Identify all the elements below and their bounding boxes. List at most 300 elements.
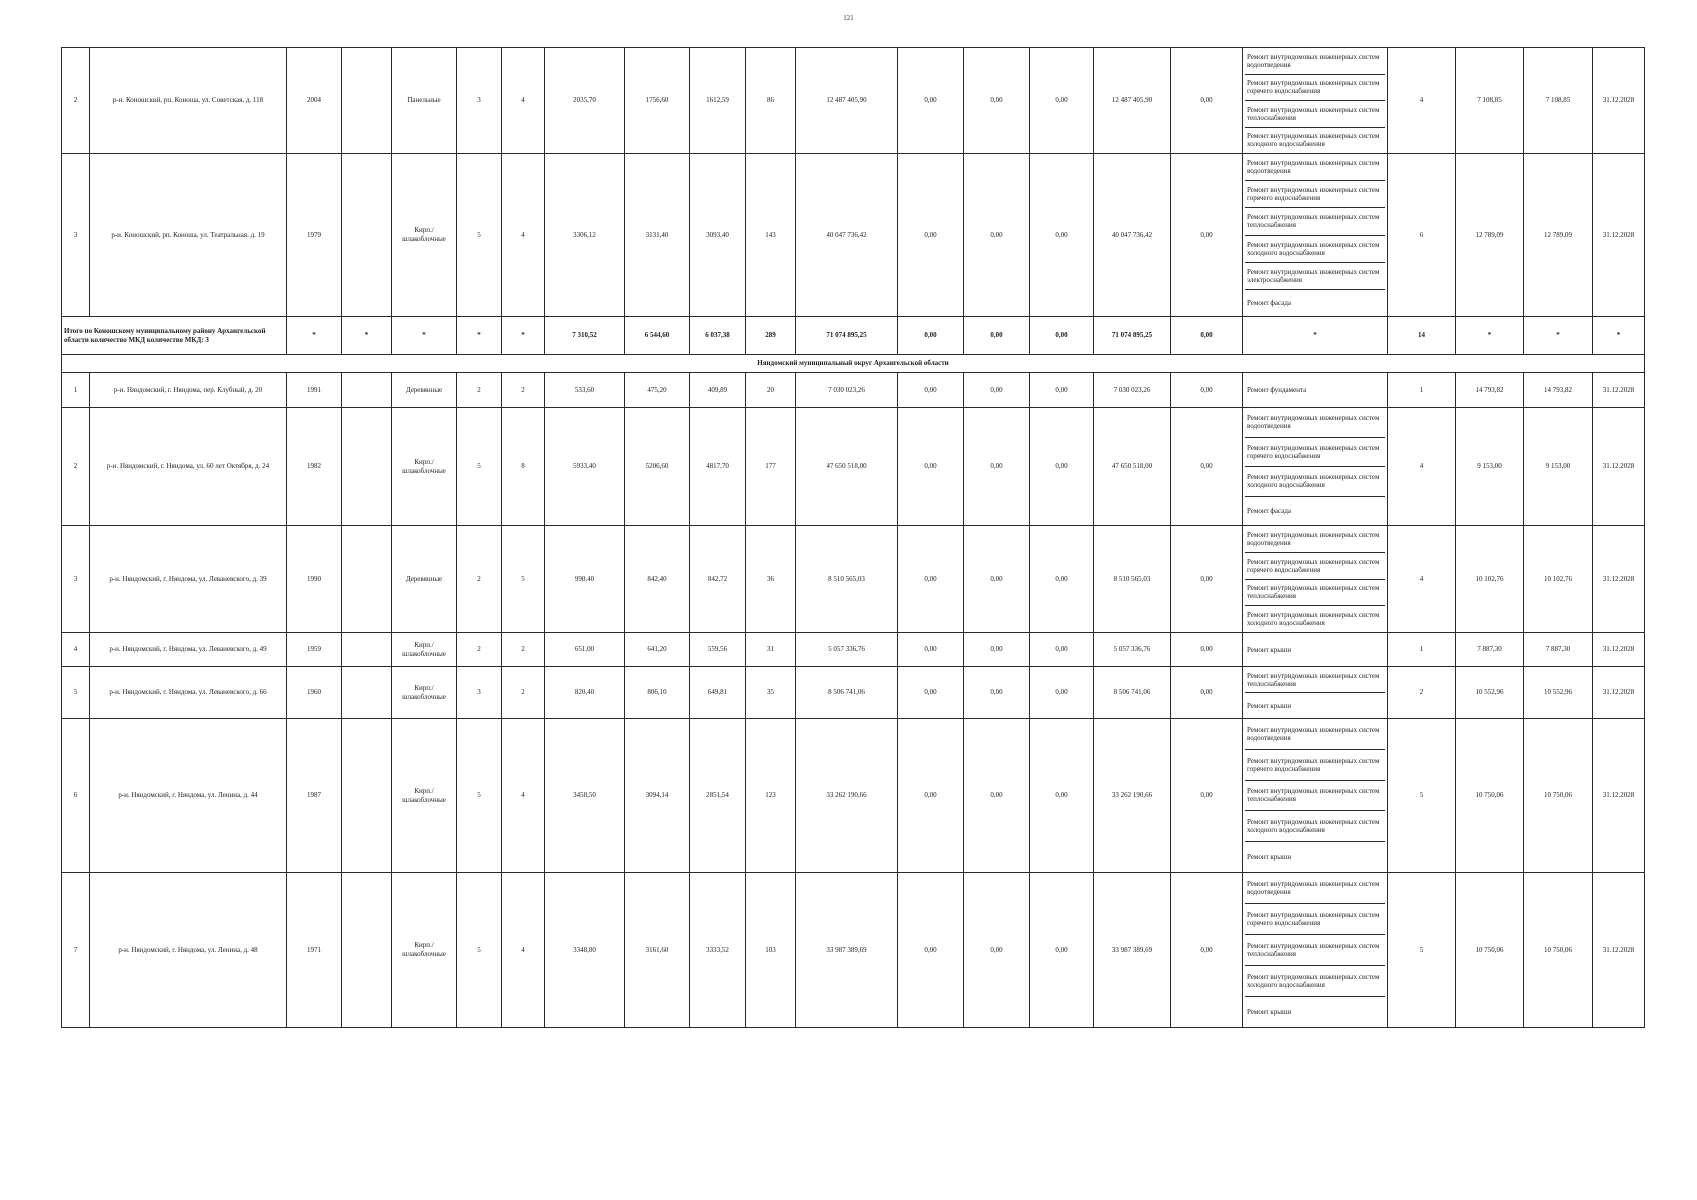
blank-cell <box>342 667 392 719</box>
fund-municipal: 0,00 <box>1030 873 1094 1028</box>
wall-material: Кирп./шлакоблочные <box>392 154 457 317</box>
works-list <box>1243 633 1388 667</box>
section-heading-row <box>62 355 1645 373</box>
area-total: 990,40 <box>545 526 625 633</box>
year-built: 1990 <box>287 526 342 633</box>
area-living: 649,81 <box>690 667 746 719</box>
unit-cost: 12 789,09 <box>1456 154 1524 317</box>
cost-total: 33 262 190,66 <box>796 719 898 873</box>
residents-count: 20 <box>746 373 796 408</box>
residents-count: 123 <box>746 719 796 873</box>
limit-cost: 10 102,76 <box>1524 526 1593 633</box>
blank-cell <box>342 154 392 317</box>
address-cell: р-н. Няндомский, г. Няндома, ул. Ленина, д. 48 <box>90 873 287 1028</box>
fund-regional: 0,00 <box>964 408 1030 526</box>
fund-owners: 7 030 023,26 <box>1094 373 1171 408</box>
work-type-item <box>1245 181 1385 208</box>
area-total: 3348,00 <box>545 873 625 1028</box>
area-premises: 3131,40 <box>625 154 690 317</box>
fund-other: 0,00 <box>1171 873 1243 1028</box>
fund-other: 0,00 <box>1171 667 1243 719</box>
cost-total: 7 030 023,26 <box>796 373 898 408</box>
work-type-item <box>1245 75 1385 102</box>
total-star: * <box>457 317 502 355</box>
address-cell: р-н. Няндомский, г. Няндома, ул. Леваневского, д. 66 <box>90 667 287 719</box>
entrances-count: 2 <box>502 373 545 408</box>
area-total: 533,60 <box>545 373 625 408</box>
area-living: 409,89 <box>690 373 746 408</box>
total-star: * <box>1593 317 1645 355</box>
entrances-count: 4 <box>502 873 545 1028</box>
entrances-count: 4 <box>502 719 545 873</box>
year-built: 1982 <box>287 408 342 526</box>
area-living: 3093,40 <box>690 154 746 317</box>
work-type-label: Ремонт внутридомовых инженерных систем холодного водоснабжения <box>1247 240 1380 257</box>
total-star: * <box>1456 317 1524 355</box>
fund-municipal: 0,00 <box>1030 526 1094 633</box>
fund-municipal: 0,00 <box>1030 633 1094 667</box>
work-type-item <box>1245 497 1385 526</box>
capital-repair-table <box>61 47 1645 1028</box>
work-type-item <box>1245 408 1385 438</box>
fund-owners: 8 506 741,06 <box>1094 667 1171 719</box>
unit-cost: 10 750,06 <box>1456 873 1524 1028</box>
fund-regional: 0,00 <box>964 526 1030 633</box>
work-type-label: Ремонт фасада <box>1247 506 1292 515</box>
works-count: 5 <box>1388 719 1456 873</box>
house-row <box>62 633 1645 667</box>
fund-federal: 0,00 <box>898 719 964 873</box>
fund-owners: 8 510 565,03 <box>1094 526 1171 633</box>
works-list-stack <box>1245 408 1385 525</box>
fund-owners: 12 487 405,90 <box>1094 48 1171 154</box>
works-list <box>1243 873 1388 1028</box>
work-type-label: Ремонт внутридомовых инженерных систем горячего водоснабжения <box>1247 79 1380 96</box>
fund-regional: 0,00 <box>964 873 1030 1028</box>
house-row <box>62 154 1645 317</box>
blank-cell <box>342 408 392 526</box>
work-type-label: Ремонт внутридомовых инженерных систем холодного водоснабжения <box>1247 818 1380 835</box>
row-number: 4 <box>62 633 90 667</box>
year-built: 1959 <box>287 633 342 667</box>
limit-cost: 10 750,06 <box>1524 719 1593 873</box>
total-star: * <box>392 317 457 355</box>
fund-other: 0,00 <box>1171 633 1243 667</box>
fund-regional: 0,00 <box>964 48 1030 154</box>
floors-count: 2 <box>457 633 502 667</box>
total-area-living: 6 037,38 <box>690 317 746 355</box>
area-premises: 641,20 <box>625 633 690 667</box>
work-type-label: Ремонт внутридомовых инженерных систем теплоснабжения <box>1247 942 1380 958</box>
work-type-label: Ремонт внутридомовых инженерных систем горячего водоснабжения <box>1247 911 1380 927</box>
works-list <box>1243 154 1388 317</box>
area-living: 2851,54 <box>690 719 746 873</box>
deadline-date: 31.12.2028 <box>1593 633 1645 667</box>
work-type-label: Ремонт внутридомовых инженерных систем горячего водоснабжения <box>1247 557 1380 574</box>
works-list <box>1243 408 1388 526</box>
deadline-date: 31.12.2028 <box>1593 48 1645 154</box>
floors-count: 2 <box>457 373 502 408</box>
work-type-item <box>1245 842 1385 872</box>
work-type-label: Ремонт внутридомовых инженерных систем водоотведения <box>1247 52 1380 69</box>
works-list-stack <box>1245 48 1385 153</box>
blank-cell <box>342 873 392 1028</box>
address-cell: р-н. Няндомский, г. Няндома, ул. Леваневского, д. 39 <box>90 526 287 633</box>
work-type-item <box>1245 154 1385 181</box>
floors-count: 5 <box>457 154 502 317</box>
work-type-label: Ремонт крыши <box>1247 853 1292 862</box>
blank-cell <box>342 719 392 873</box>
work-type-item <box>1245 580 1385 607</box>
deadline-date: 31.12.2028 <box>1593 667 1645 719</box>
work-type-item <box>1245 966 1385 997</box>
work-type-label: Ремонт внутридомовых инженерных систем теплоснабжения <box>1247 584 1380 601</box>
fund-municipal: 0,00 <box>1030 408 1094 526</box>
row-number: 3 <box>62 154 90 317</box>
fund-regional: 0,00 <box>964 154 1030 317</box>
entrances-count: 5 <box>502 526 545 633</box>
fund-regional: 0,00 <box>964 633 1030 667</box>
cost-total: 12 487 405,90 <box>796 48 898 154</box>
address-cell: р-н. Няндомский, г. Няндома, ул. Леваневского, д. 49 <box>90 633 287 667</box>
wall-material: Кирп./шлакоблочные <box>392 633 457 667</box>
row-number: 3 <box>62 526 90 633</box>
house-row <box>62 719 1645 873</box>
work-type-label: Ремонт внутридомовых инженерных систем холодного водоснабжения <box>1247 132 1380 149</box>
area-total: 651,00 <box>545 633 625 667</box>
unit-cost: 7 108,85 <box>1456 48 1524 154</box>
works-list <box>1243 48 1388 154</box>
works-count: 1 <box>1388 633 1456 667</box>
fund-municipal: 0,00 <box>1030 154 1094 317</box>
entrances-count: 2 <box>502 667 545 719</box>
works-list <box>1243 667 1388 719</box>
cost-total: 5 057 336,76 <box>796 633 898 667</box>
total-fund-other: 0,00 <box>1171 317 1243 355</box>
works-list-stack <box>1245 633 1385 666</box>
area-living: 4817,70 <box>690 408 746 526</box>
fund-municipal: 0,00 <box>1030 48 1094 154</box>
limit-cost: 7 108,85 <box>1524 48 1593 154</box>
limit-cost: 10 750,06 <box>1524 873 1593 1028</box>
limit-cost: 9 153,00 <box>1524 408 1593 526</box>
work-type-label: Ремонт внутридомовых инженерных систем горячего водоснабжения <box>1247 186 1380 203</box>
works-count: 4 <box>1388 48 1456 154</box>
entrances-count: 2 <box>502 633 545 667</box>
work-type-item <box>1245 633 1385 666</box>
total-cost: 71 074 895,25 <box>796 317 898 355</box>
entrances-count: 4 <box>502 48 545 154</box>
address-cell: р-н. Коношский, рп. Коноша, ул. Театральная, д. 19 <box>90 154 287 317</box>
section-title: Няндомский муниципальный округ Архангельской области <box>62 355 1645 373</box>
deadline-date: 31.12.2028 <box>1593 154 1645 317</box>
total-section <box>62 317 1645 373</box>
fund-federal: 0,00 <box>898 154 964 317</box>
works-count: 5 <box>1388 873 1456 1028</box>
row-number: 7 <box>62 873 90 1028</box>
area-premises: 1756,60 <box>625 48 690 154</box>
page-number: 121 <box>843 14 854 22</box>
area-total: 2035,70 <box>545 48 625 154</box>
work-type-label: Ремонт крыши <box>1247 1008 1292 1016</box>
works-count: 4 <box>1388 526 1456 633</box>
blank-cell <box>342 48 392 154</box>
address-cell: р-н. Няндомский, г. Няндома, пер. Клубный, д. 20 <box>90 373 287 408</box>
fund-other: 0,00 <box>1171 719 1243 873</box>
work-type-label: Ремонт внутридомовых инженерных систем водоотведения <box>1247 159 1380 176</box>
house-row <box>62 873 1645 1028</box>
work-type-item <box>1245 48 1385 75</box>
work-type-label: Ремонт внутридомовых инженерных систем теплоснабжения <box>1247 671 1380 688</box>
fund-municipal: 0,00 <box>1030 719 1094 873</box>
works-count: 1 <box>1388 373 1456 408</box>
year-built: 1971 <box>287 873 342 1028</box>
fund-owners: 47 650 518,00 <box>1094 408 1171 526</box>
year-built: 1960 <box>287 667 342 719</box>
fund-federal: 0,00 <box>898 526 964 633</box>
fund-other: 0,00 <box>1171 373 1243 408</box>
cost-total: 47 650 518,00 <box>796 408 898 526</box>
entrances-count: 4 <box>502 154 545 317</box>
unit-cost: 9 153,00 <box>1456 408 1524 526</box>
total-fund-f: 0,00 <box>898 317 964 355</box>
work-type-label: Ремонт внутридомовых инженерных систем теплоснабжения <box>1247 105 1380 122</box>
wall-material: Кирп./шлакоблочные <box>392 719 457 873</box>
work-type-item <box>1245 904 1385 935</box>
year-built: 2004 <box>287 48 342 154</box>
area-total: 5933,40 <box>545 408 625 526</box>
residents-count: 103 <box>746 873 796 1028</box>
unit-cost: 7 887,30 <box>1456 633 1524 667</box>
floors-count: 2 <box>457 526 502 633</box>
area-living: 559,56 <box>690 633 746 667</box>
floors-count: 5 <box>457 873 502 1028</box>
rows-konosha <box>62 48 1645 317</box>
unit-cost: 14 793,82 <box>1456 373 1524 408</box>
fund-owners: 33 987 389,69 <box>1094 873 1171 1028</box>
work-type-label: Ремонт внутридомовых инженерных систем водоотведения <box>1247 725 1380 742</box>
work-type-item <box>1245 467 1385 497</box>
floors-count: 3 <box>457 48 502 154</box>
fund-federal: 0,00 <box>898 408 964 526</box>
work-type-label: Ремонт внутридомовых инженерных систем водоотведения <box>1247 530 1380 547</box>
year-built: 1991 <box>287 373 342 408</box>
fund-regional: 0,00 <box>964 719 1030 873</box>
floors-count: 3 <box>457 667 502 719</box>
floors-count: 5 <box>457 719 502 873</box>
work-type-item <box>1245 997 1385 1027</box>
works-list-stack <box>1245 873 1385 1027</box>
work-type-item <box>1245 290 1385 316</box>
total-label: Итого по Коношскому муниципальному району Архангельской области количество МКД количество МКД: 3 <box>62 317 287 355</box>
work-type-label: Ремонт внутридомовых инженерных систем холодного водоснабжения <box>1247 611 1380 628</box>
work-type-label: Ремонт фундамента <box>1247 386 1307 394</box>
cost-total: 8 510 565,03 <box>796 526 898 633</box>
residents-count: 35 <box>746 667 796 719</box>
fund-regional: 0,00 <box>964 373 1030 408</box>
wall-material: Кирп./шлакоблочные <box>392 408 457 526</box>
work-type-item <box>1245 208 1385 235</box>
fund-municipal: 0,00 <box>1030 373 1094 408</box>
work-type-item <box>1245 236 1385 263</box>
works-count: 2 <box>1388 667 1456 719</box>
row-number: 6 <box>62 719 90 873</box>
total-star: * <box>502 317 545 355</box>
works-list-stack <box>1245 154 1385 316</box>
fund-other: 0,00 <box>1171 526 1243 633</box>
area-living: 3333,52 <box>690 873 746 1028</box>
work-type-label: Ремонт фасада <box>1247 298 1292 307</box>
works-list-stack <box>1245 373 1385 407</box>
area-premises: 475,20 <box>625 373 690 408</box>
house-row <box>62 667 1645 719</box>
total-fund-m: 0,00 <box>1030 317 1094 355</box>
work-type-item <box>1245 263 1385 290</box>
total-works-count: 14 <box>1388 317 1456 355</box>
work-type-item <box>1245 781 1385 812</box>
work-type-label: Ремонт крыши <box>1247 645 1292 654</box>
total-residents: 289 <box>746 317 796 355</box>
rows-nyandoma <box>62 373 1645 1028</box>
wall-material: Кирп./шлакоблочные <box>392 873 457 1028</box>
wall-material: Кирп./шлакоблочные <box>392 667 457 719</box>
area-premises: 5206,60 <box>625 408 690 526</box>
row-number: 2 <box>62 48 90 154</box>
work-type-item <box>1245 873 1385 904</box>
fund-owners: 40 047 736,42 <box>1094 154 1171 317</box>
area-premises: 3094,14 <box>625 719 690 873</box>
work-type-label: Ремонт внутридомовых инженерных систем горячего водоснабжения <box>1247 756 1380 773</box>
blank-cell <box>342 633 392 667</box>
deadline-date: 31.12.2028 <box>1593 873 1645 1028</box>
area-living: 842,72 <box>690 526 746 633</box>
works-list-stack <box>1245 667 1385 718</box>
row-number: 2 <box>62 408 90 526</box>
year-built: 1987 <box>287 719 342 873</box>
total-row <box>62 317 1645 355</box>
work-type-label: Ремонт крыши <box>1247 701 1292 710</box>
blank-cell <box>342 373 392 408</box>
house-row <box>62 408 1645 526</box>
house-row <box>62 526 1645 633</box>
area-living: 1612,59 <box>690 48 746 154</box>
residents-count: 177 <box>746 408 796 526</box>
fund-federal: 0,00 <box>898 667 964 719</box>
house-row <box>62 48 1645 154</box>
total-star: * <box>287 317 342 355</box>
total-star: * <box>342 317 392 355</box>
total-area-total: 7 310,52 <box>545 317 625 355</box>
area-total: 3458,50 <box>545 719 625 873</box>
deadline-date: 31.12.2028 <box>1593 719 1645 873</box>
deadline-date: 31.12.2028 <box>1593 408 1645 526</box>
house-row <box>62 373 1645 408</box>
unit-cost: 10 750,06 <box>1456 719 1524 873</box>
fund-federal: 0,00 <box>898 48 964 154</box>
work-type-item <box>1245 667 1385 693</box>
residents-count: 86 <box>746 48 796 154</box>
work-type-label: Ремонт внутридомовых инженерных систем холодного водоснабжения <box>1247 973 1380 989</box>
works-list <box>1243 526 1388 633</box>
cost-total: 33 987 389,69 <box>796 873 898 1028</box>
fund-federal: 0,00 <box>898 373 964 408</box>
work-type-item <box>1245 438 1385 468</box>
fund-other: 0,00 <box>1171 154 1243 317</box>
fund-federal: 0,00 <box>898 873 964 1028</box>
work-type-item <box>1245 128 1385 154</box>
works-list-stack <box>1245 719 1385 872</box>
deadline-date: 31.12.2028 <box>1593 526 1645 633</box>
work-type-item <box>1245 719 1385 750</box>
total-fund-r: 0,00 <box>964 317 1030 355</box>
address-cell: р-н. Коношский, рп. Коноша, ул. Советская, д. 118 <box>90 48 287 154</box>
residents-count: 36 <box>746 526 796 633</box>
work-type-label: Ремонт внутридомовых инженерных систем электроснабжения <box>1247 267 1380 284</box>
works-list <box>1243 719 1388 873</box>
area-premises: 3161,60 <box>625 873 690 1028</box>
residents-count: 143 <box>746 154 796 317</box>
works-count: 6 <box>1388 154 1456 317</box>
work-type-item <box>1245 606 1385 632</box>
area-total: 3306,12 <box>545 154 625 317</box>
total-star: * <box>1524 317 1593 355</box>
work-type-label: Ремонт внутридомовых инженерных систем холодного водоснабжения <box>1247 473 1380 490</box>
cost-total: 8 506 741,06 <box>796 667 898 719</box>
work-type-label: Ремонт внутридомовых инженерных систем теплоснабжения <box>1247 213 1380 230</box>
limit-cost: 14 793,82 <box>1524 373 1593 408</box>
work-type-label: Ремонт внутридомовых инженерных систем теплоснабжения <box>1247 787 1380 804</box>
total-area-premises: 6 544,60 <box>625 317 690 355</box>
works-list-stack <box>1245 526 1385 632</box>
row-number: 1 <box>62 373 90 408</box>
area-premises: 806,10 <box>625 667 690 719</box>
unit-cost: 10 552,96 <box>1456 667 1524 719</box>
area-premises: 842,40 <box>625 526 690 633</box>
fund-regional: 0,00 <box>964 667 1030 719</box>
works-list <box>1243 373 1388 408</box>
limit-cost: 12 789,09 <box>1524 154 1593 317</box>
fund-federal: 0,00 <box>898 633 964 667</box>
works-count: 4 <box>1388 408 1456 526</box>
blank-cell <box>342 526 392 633</box>
cost-total: 40 047 736,42 <box>796 154 898 317</box>
limit-cost: 7 887,30 <box>1524 633 1593 667</box>
fund-municipal: 0,00 <box>1030 667 1094 719</box>
row-number: 5 <box>62 667 90 719</box>
work-type-item <box>1245 101 1385 128</box>
work-type-item <box>1245 373 1385 407</box>
work-type-label: Ремонт внутридомовых инженерных систем водоотведения <box>1247 414 1380 431</box>
wall-material: Деревянные <box>392 373 457 408</box>
total-fund-own: 71 074 895,25 <box>1094 317 1171 355</box>
floors-count: 5 <box>457 408 502 526</box>
fund-owners: 5 057 336,76 <box>1094 633 1171 667</box>
wall-material: Деревянные <box>392 526 457 633</box>
address-cell: р-н. Няндомский, г. Няндома, ул. 60 лет Октября, д. 24 <box>90 408 287 526</box>
work-type-item <box>1245 553 1385 580</box>
total-star: * <box>1243 317 1388 355</box>
unit-cost: 10 102,76 <box>1456 526 1524 633</box>
work-type-label: Ремонт внутридомовых инженерных систем горячего водоснабжения <box>1247 443 1380 460</box>
work-type-item <box>1245 750 1385 781</box>
fund-owners: 33 262 190,66 <box>1094 719 1171 873</box>
work-type-label: Ремонт внутридомовых инженерных систем водоотведения <box>1247 880 1380 896</box>
fund-other: 0,00 <box>1171 408 1243 526</box>
work-type-item <box>1245 693 1385 718</box>
wall-material: Панельные <box>392 48 457 154</box>
work-type-item <box>1245 526 1385 553</box>
limit-cost: 10 552,96 <box>1524 667 1593 719</box>
